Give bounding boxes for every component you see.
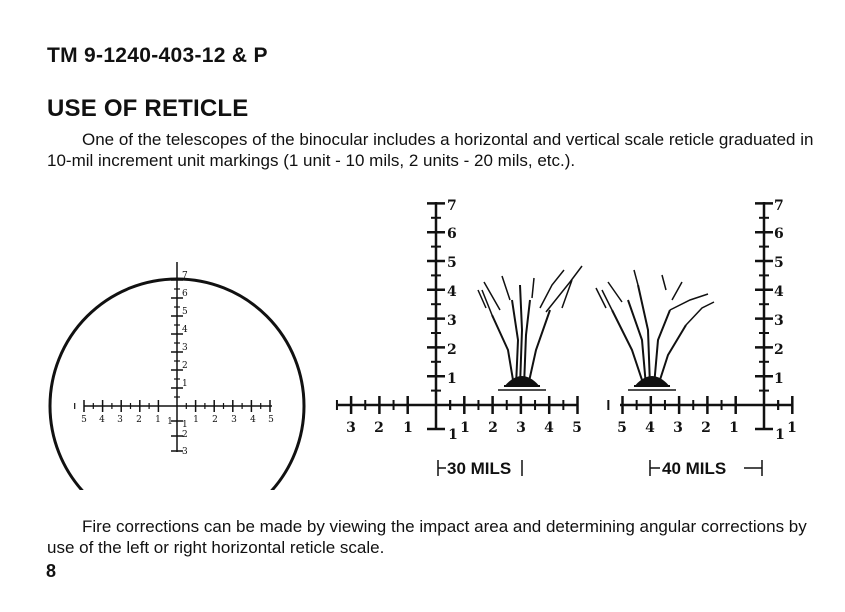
circle-h-label: 3	[231, 415, 237, 425]
circle-h-label: 4	[99, 415, 105, 425]
example-40-v-label: 6	[774, 226, 784, 242]
circle-h-label: 5	[268, 415, 274, 425]
example-40-h-label: 2	[701, 420, 711, 436]
intro-paragraph: One of the telescopes of the binocular includes a horizontal and vertical scale reticle graduated in 10-mil increment unit markings (1 unit - 10 mils, 2 units - 20 mils, etc.).	[47, 130, 814, 170]
example-40-v-label: 5	[774, 255, 784, 271]
example-40-v-label: 7	[774, 198, 784, 214]
example-30-h-label: 1	[403, 420, 413, 436]
circle-h-label: 2	[212, 415, 218, 425]
example-40-h-label: 5	[617, 420, 627, 436]
example-30-v-label: 7	[447, 198, 457, 214]
example-30-vertical-labels	[447, 198, 457, 387]
circle-center-label: 1	[167, 417, 173, 427]
example-40-v-label: 2	[774, 342, 784, 358]
example-40-caption-text: 40 MILS	[662, 459, 727, 478]
circle-v-label: 3	[182, 447, 188, 457]
example-40-v-label: 4	[774, 284, 784, 300]
reticle-figure	[0, 190, 845, 490]
circle-h-label: 5	[81, 415, 87, 425]
circle-v-label: 5	[182, 307, 188, 317]
circle-v-label: 6	[182, 289, 188, 299]
example-30-center-label: 1	[448, 427, 458, 443]
example-30-horizontal-labels	[346, 420, 582, 443]
example-30-caption	[438, 459, 522, 478]
circle-reticle	[50, 262, 304, 490]
circle-horizontal-right-labels	[193, 415, 274, 425]
circle-h-label: 1	[155, 415, 161, 425]
example-40-horizontal-labels	[617, 420, 797, 443]
example-30-h-label: 3	[346, 420, 356, 436]
example-30-burst-sketch	[478, 266, 582, 390]
example-30-h-label: 2	[374, 420, 384, 436]
example-30-v-label: 2	[447, 342, 457, 358]
burst-impact-base	[634, 377, 670, 386]
circle-v-label: 2	[182, 430, 188, 440]
circle-h-label: 3	[117, 415, 123, 425]
example-30-h-label: 4	[544, 420, 554, 436]
circle-vertical-up-labels	[182, 271, 188, 389]
example-30-v-label: 3	[447, 313, 457, 329]
burst-plume-lines	[492, 285, 550, 386]
example-30-h-label: 3	[516, 420, 526, 436]
circle-v-label: 1	[182, 420, 188, 430]
circle-v-label: 2	[182, 361, 188, 371]
example-30-h-label: 1	[460, 420, 470, 436]
burst-impact-base	[504, 377, 540, 386]
circle-v-label: 7	[182, 271, 188, 281]
reticle-example-40-mils	[596, 198, 797, 478]
example-30-tick-marks	[337, 203, 578, 429]
burst-plume-lines	[612, 285, 686, 386]
closing-paragraph: Fire corrections can be made by viewing the impact area and determining angular corrections by use of the left or right horizontal reticle scale.	[47, 517, 807, 557]
circle-v-label: 1	[182, 379, 188, 389]
example-40-h-label: 1	[729, 420, 739, 436]
circle-v-label: 4	[182, 325, 188, 335]
example-40-h-label: 1	[787, 420, 797, 436]
circle-h-label: 2	[136, 415, 142, 425]
burst-debris-lines	[596, 270, 714, 325]
example-40-caption	[650, 459, 762, 478]
reticle-example-30-mils	[337, 198, 582, 478]
circle-horizontal-left-labels	[81, 415, 161, 425]
example-30-v-label: 1	[447, 371, 457, 387]
example-30-v-label: 6	[447, 226, 457, 242]
example-30-v-label: 5	[447, 255, 457, 271]
example-40-h-label: 3	[673, 420, 683, 436]
example-30-caption-text: 30 MILS	[447, 459, 512, 478]
example-30-h-label: 5	[572, 420, 582, 436]
example-40-center-label: 1	[775, 427, 785, 443]
circle-v-label: 3	[182, 343, 188, 353]
example-40-burst-sketch	[596, 270, 714, 390]
example-30-v-label: 4	[447, 284, 457, 300]
document-number: TM 9-1240-403-12 & P	[47, 44, 268, 67]
example-40-h-label: 4	[645, 420, 655, 436]
circle-vertical-down-labels	[182, 420, 188, 457]
example-40-vertical-labels	[774, 198, 784, 387]
circle-h-label: 4	[250, 415, 256, 425]
example-40-v-label: 3	[774, 313, 784, 329]
example-40-v-label: 1	[774, 371, 784, 387]
circle-h-label: 1	[193, 415, 199, 425]
section-heading: USE OF RETICLE	[47, 95, 249, 122]
page-number: 8	[46, 561, 57, 581]
example-30-h-label: 2	[488, 420, 498, 436]
